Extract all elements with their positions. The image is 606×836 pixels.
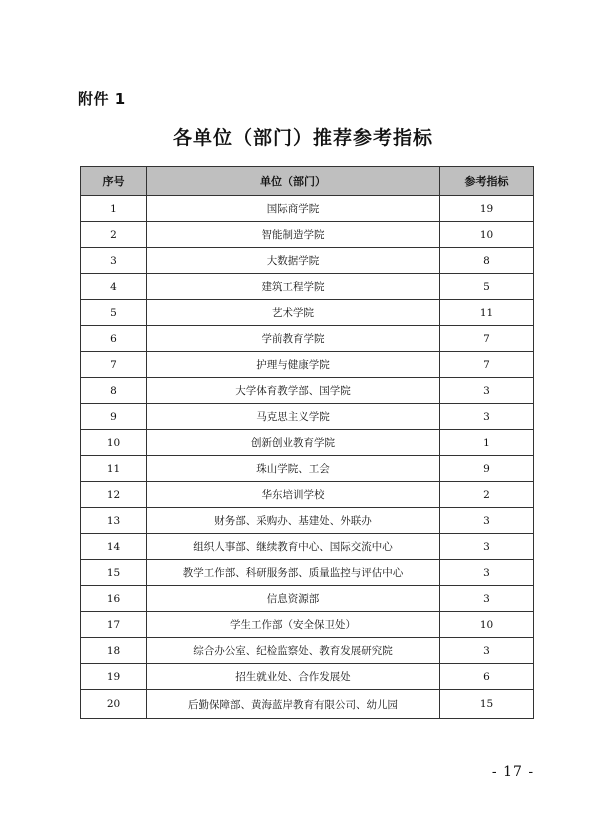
- table-row: [81, 378, 534, 404]
- row-unit: 财务部、采购办、基建处、外联办: [147, 508, 440, 534]
- table-row: [81, 274, 534, 300]
- row-quota: 5: [440, 274, 534, 300]
- row-unit: 学生工作部（安全保卫处）: [147, 612, 440, 638]
- row-unit: 大学体育教学部、国学院: [147, 378, 440, 404]
- row-unit: 后勤保障部、黄海蓝岸教育有限公司、幼儿园: [147, 690, 440, 719]
- table-row: [81, 638, 534, 664]
- row-number: 3: [81, 248, 147, 274]
- table-row: [81, 456, 534, 482]
- table-row: [81, 196, 534, 222]
- row-unit: 招生就业处、合作发展处: [147, 664, 440, 690]
- row-quota: 10: [440, 612, 534, 638]
- column-header-unit: 单位（部门）: [147, 167, 440, 196]
- table-row: [81, 482, 534, 508]
- row-number: 1: [81, 196, 147, 222]
- row-quota: 3: [440, 586, 534, 612]
- row-quota: 11: [440, 300, 534, 326]
- table-row: [81, 586, 534, 612]
- row-number: 9: [81, 404, 147, 430]
- row-quota: 15: [440, 690, 534, 719]
- row-unit: 华东培训学校: [147, 482, 440, 508]
- row-unit: 教学工作部、科研服务部、质量监控与评估中心: [147, 560, 440, 586]
- row-unit: 智能制造学院: [147, 222, 440, 248]
- row-unit: 创新创业教育学院: [147, 430, 440, 456]
- row-number: 16: [81, 586, 147, 612]
- row-unit: 综合办公室、纪检监察处、教育发展研究院: [147, 638, 440, 664]
- table-row: [81, 352, 534, 378]
- row-number: 4: [81, 274, 147, 300]
- row-number: 10: [81, 430, 147, 456]
- row-number: 8: [81, 378, 147, 404]
- row-number: 17: [81, 612, 147, 638]
- table-row: [81, 300, 534, 326]
- page-title: 各单位（部门）推荐参考指标: [172, 127, 433, 149]
- row-number: 14: [81, 534, 147, 560]
- table-row: [81, 508, 534, 534]
- row-number: 6: [81, 326, 147, 352]
- row-unit: 珠山学院、工会: [147, 456, 440, 482]
- row-quota: 1: [440, 430, 534, 456]
- row-number: 13: [81, 508, 147, 534]
- row-quota: 8: [440, 248, 534, 274]
- page-number: - 17 -: [491, 764, 535, 780]
- table-header-row: [81, 167, 534, 196]
- row-quota: 3: [440, 560, 534, 586]
- row-unit: 信息资源部: [147, 586, 440, 612]
- column-header-quota: 参考指标: [440, 167, 534, 196]
- row-quota: 6: [440, 664, 534, 690]
- table-row: [81, 690, 534, 719]
- row-unit: 护理与健康学院: [147, 352, 440, 378]
- row-quota: 2: [440, 482, 534, 508]
- table-row: [81, 326, 534, 352]
- row-quota: 10: [440, 222, 534, 248]
- row-quota: 3: [440, 404, 534, 430]
- row-quota: 7: [440, 326, 534, 352]
- row-number: 19: [81, 664, 147, 690]
- row-number: 2: [81, 222, 147, 248]
- column-header-number: 序号: [81, 167, 147, 196]
- row-number: 11: [81, 456, 147, 482]
- quota-table: [80, 166, 534, 719]
- row-number: 20: [81, 690, 147, 719]
- row-quota: 3: [440, 508, 534, 534]
- table-row: [81, 222, 534, 248]
- table-row: [81, 248, 534, 274]
- row-quota: 7: [440, 352, 534, 378]
- row-quota: 3: [440, 638, 534, 664]
- row-quota: 3: [440, 378, 534, 404]
- row-quota: 19: [440, 196, 534, 222]
- table-row: [81, 560, 534, 586]
- row-number: 12: [81, 482, 147, 508]
- table-row: [81, 430, 534, 456]
- table-row: [81, 404, 534, 430]
- row-number: 15: [81, 560, 147, 586]
- row-unit: 国际商学院: [147, 196, 440, 222]
- row-quota: 3: [440, 534, 534, 560]
- row-unit: 马克思主义学院: [147, 404, 440, 430]
- table-row: [81, 664, 534, 690]
- row-number: 7: [81, 352, 147, 378]
- row-number: 18: [81, 638, 147, 664]
- row-unit: 艺术学院: [147, 300, 440, 326]
- row-unit: 学前教育学院: [147, 326, 440, 352]
- table-row: [81, 534, 534, 560]
- row-unit: 建筑工程学院: [147, 274, 440, 300]
- row-number: 5: [81, 300, 147, 326]
- table-row: [81, 612, 534, 638]
- attachment-label: 附件 1: [78, 90, 126, 108]
- row-unit: 组织人事部、继续教育中心、国际交流中心: [147, 534, 440, 560]
- row-quota: 9: [440, 456, 534, 482]
- row-unit: 大数据学院: [147, 248, 440, 274]
